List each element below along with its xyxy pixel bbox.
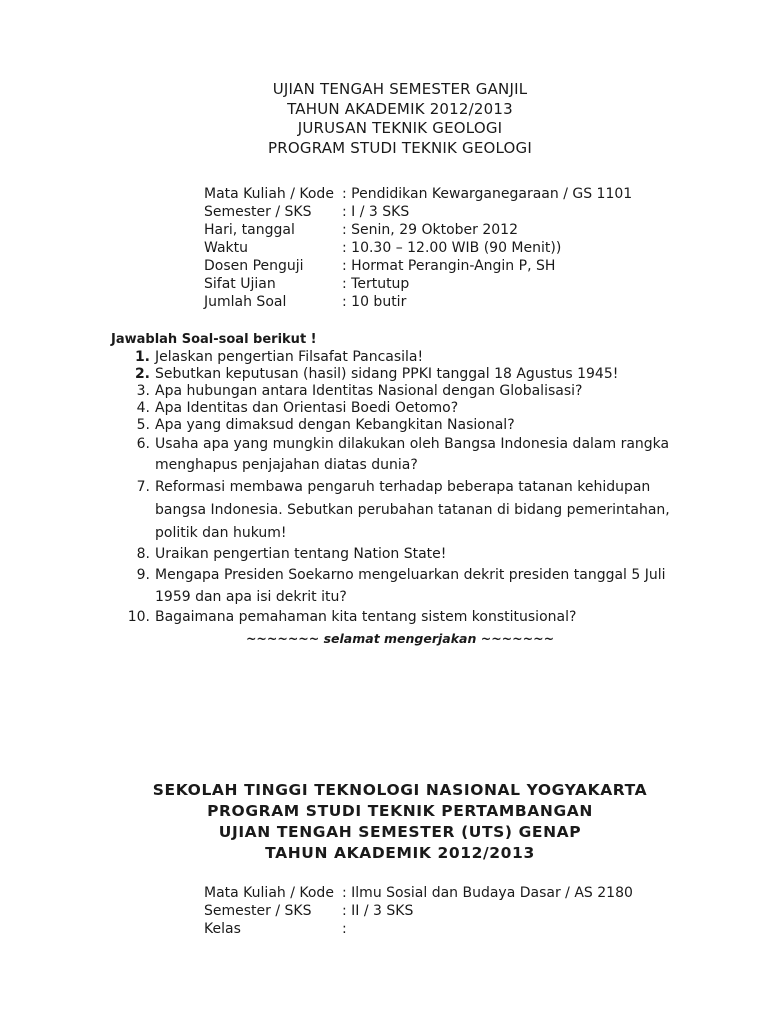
exam1-header-line: JURUSAN TEKNIK GEOLOGI	[297, 119, 503, 137]
info-label: Semester / SKS	[204, 204, 312, 220]
question-text: Apa yang dimaksud dengan Kebangkitan Nasional?	[155, 417, 515, 433]
question-text: Sebutkan keputusan (hasil) sidang PPKI tanggal 18 Agustus 1945!	[155, 366, 619, 382]
question-line: menghapus penjajahan diatas dunia?	[155, 457, 418, 473]
question-list	[0, 349, 768, 627]
info-label: Mata Kuliah / Kode	[204, 186, 334, 202]
question-number: 10.	[127, 609, 150, 625]
info-value: : Tertutup	[342, 276, 410, 292]
question-line: Mengapa Presiden Soekarno mengeluarkan dekrit presiden tanggal 5 Juli	[155, 567, 666, 583]
info-value: : 10.30 – 12.00 WIB (90 Menit))	[342, 240, 562, 256]
info-label: Hari, tanggal	[204, 222, 295, 238]
info-value: : Senin, 29 Oktober 2012	[342, 222, 518, 238]
question-item	[0, 545, 768, 564]
question-text: Jelaskan pengertian Filsafat Pancasila!	[155, 349, 424, 365]
info-row	[204, 257, 632, 275]
question-number: 8.	[136, 546, 150, 562]
info-value: : Pendidikan Kewarganegaraan / GS 1101	[342, 186, 633, 202]
info-value: :	[342, 921, 347, 937]
exam1-header	[0, 80, 768, 158]
exam1-header-line: TAHUN AKADEMIK 2012/2013	[287, 99, 513, 118]
info-row	[204, 293, 632, 311]
question-item	[0, 400, 768, 417]
exam1-header-line: PROGRAM STUDI TEKNIK GEOLOGI	[268, 138, 532, 157]
exam2-header-line: TAHUN AKADEMIK 2012/2013	[265, 844, 535, 862]
info-value: : Ilmu Sosial dan Budaya Dasar / AS 2180	[342, 885, 633, 901]
info-value: : Hormat Perangin-Angin P, SH	[342, 258, 556, 274]
info-label: Waktu	[204, 240, 248, 256]
info-label: Semester / SKS	[204, 903, 312, 919]
info-label: Dosen Penguji	[204, 258, 304, 274]
question-number: 3.	[136, 383, 150, 399]
question-text: Bagaimana pemahaman kita tentang sistem konstitusional?	[155, 609, 577, 625]
info-row	[204, 203, 632, 221]
question-number: 9.	[136, 567, 150, 583]
question-line: bangsa Indonesia. Sebutkan perubahan tatanan di bidang pemerintahan,	[155, 502, 670, 518]
question-number: 6.	[136, 436, 150, 452]
question-item	[0, 564, 768, 608]
question-number: 5.	[136, 417, 150, 433]
question-number: 7.	[136, 479, 150, 495]
exam2-header	[0, 780, 768, 864]
question-text: Apa hubungan antara Identitas Nasional dengan Globalisasi?	[155, 383, 583, 399]
closing-text: ~~~~~~~ selamat mengerjakan ~~~~~~~	[245, 631, 555, 646]
question-item	[0, 349, 768, 366]
info-label: Sifat Ujian	[204, 276, 276, 292]
question-number: 1.	[134, 349, 150, 365]
exam2-header-line: SEKOLAH TINGGI TEKNOLOGI NASIONAL YOGYAKARTA	[152, 781, 648, 799]
info-row	[204, 275, 632, 293]
exam1-info-table	[204, 185, 632, 311]
info-label: Kelas	[204, 921, 241, 937]
info-row	[204, 902, 633, 920]
info-row	[204, 884, 633, 902]
question-line: politik dan hukum!	[155, 525, 287, 541]
question-item	[0, 608, 768, 627]
question-line: Reformasi membawa pengaruh terhadap beberapa tatanan kehidupan	[155, 479, 651, 495]
exam2-info-table	[204, 884, 633, 938]
info-label: Mata Kuliah / Kode	[204, 885, 334, 901]
info-label: Jumlah Soal	[204, 294, 287, 310]
question-text	[155, 434, 669, 476]
question-item	[0, 383, 768, 400]
question-text: Uraikan pengertian tentang Nation State!	[155, 546, 447, 562]
question-line: 1959 dan apa isi dekrit itu?	[155, 589, 347, 605]
info-value: : 10 butir	[342, 294, 407, 310]
question-item	[0, 434, 768, 476]
question-text	[155, 564, 666, 608]
info-row	[204, 221, 632, 239]
question-number: 4.	[136, 400, 150, 416]
info-value: : I / 3 SKS	[342, 204, 410, 220]
question-item	[0, 417, 768, 434]
info-row	[204, 920, 633, 938]
question-line: Usaha apa yang mungkin dilakukan oleh Bangsa Indonesia dalam rangka	[155, 436, 670, 452]
question-item	[0, 366, 768, 383]
exam1-header-line: UJIAN TENGAH SEMESTER GANJIL	[272, 80, 528, 98]
exam2-header-line: UJIAN TENGAH SEMESTER (UTS) GENAP	[218, 823, 582, 841]
question-item	[0, 476, 768, 545]
question-number: 2.	[134, 366, 150, 382]
exam2-header-line: PROGRAM STUDI TEKNIK PERTAMBANGAN	[207, 802, 593, 820]
instruction-text: Jawablah Soal-soal berikut !	[111, 332, 317, 347]
info-row	[204, 239, 632, 257]
info-row	[204, 185, 632, 203]
info-value: : II / 3 SKS	[342, 903, 414, 919]
question-text: Apa Identitas dan Orientasi Boedi Oetomo?	[155, 400, 459, 416]
question-text	[155, 476, 670, 545]
